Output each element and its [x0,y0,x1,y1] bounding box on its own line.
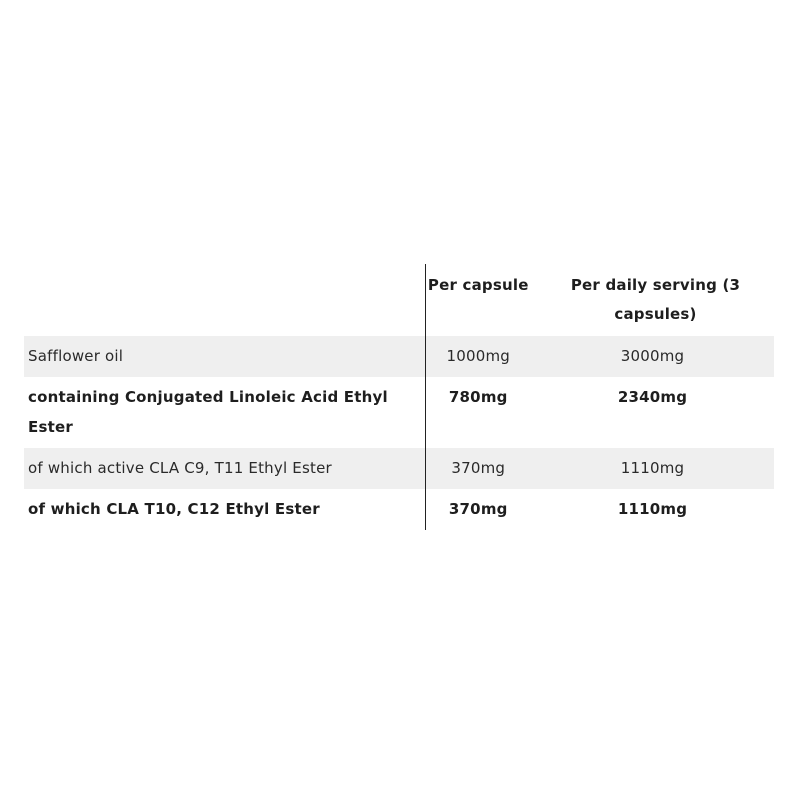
ingredient-name: of which active CLA C9, T11 Ethyl Ester [24,448,425,489]
header-per-daily-serving: Per daily serving (3 capsules) [570,276,741,323]
per-capsule-value: 1000mg [425,336,531,377]
per-daily-value: 3000mg [531,336,774,377]
per-daily-value: 1110mg [617,500,688,518]
per-capsule-value: 370mg [425,448,531,489]
per-daily-value: 1110mg [531,448,774,489]
header-row [24,264,774,336]
header-ingredient [24,264,425,336]
ingredient-name: containing Conjugated Linoleic Acid Ethyl Ester [24,377,425,448]
table-row [24,448,774,489]
per-capsule-value: 370mg [448,500,508,518]
nutrition-table-container [24,264,774,530]
table-row [24,377,774,448]
nutrition-table [24,264,775,530]
table-row [24,489,774,530]
per-capsule-value: 780mg [448,388,508,406]
ingredient-name: of which CLA T10, C12 Ethyl Ester [24,489,425,530]
table-body [24,336,774,530]
table-row [24,336,774,377]
ingredient-name: Safflower oil [24,336,425,377]
table-header [24,264,774,336]
per-daily-value: 2340mg [617,388,688,406]
header-per-capsule: Per capsule [427,276,529,294]
